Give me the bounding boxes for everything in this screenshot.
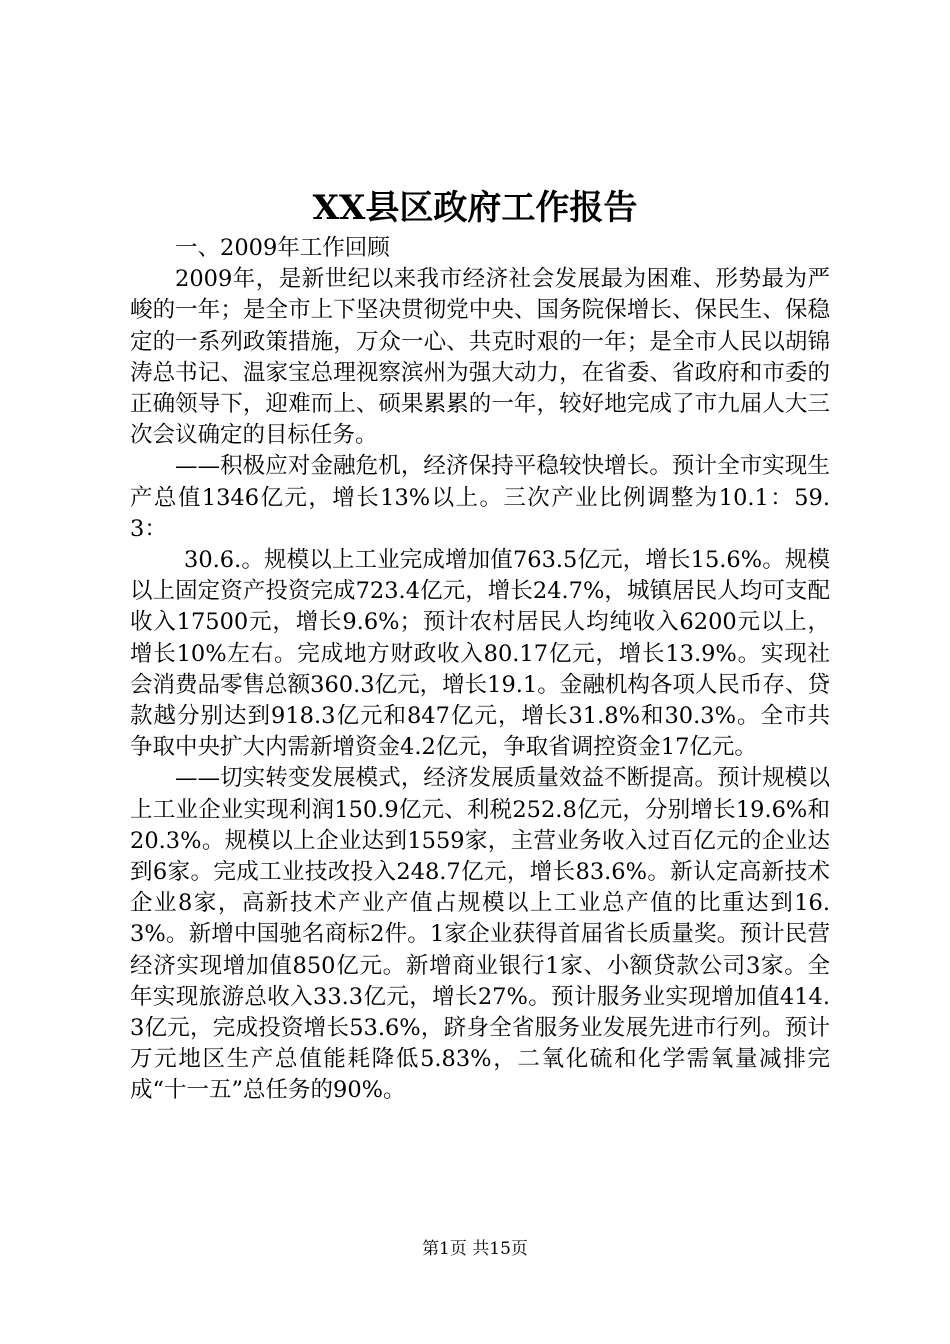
document-body [130, 233, 830, 1107]
paragraph-economic-figures: 30.6.。规模以上工业完成增加值763.5亿元，增长15.6%。规模以上固定资产投资完成723.4亿元，增长24.7%，城镇居民人均可支配收入17500元，增长9.6%；预计农村居民人均纯收入6200元以上，增长10%左右。完成地方财政收入80.17亿元，增长13.9%。实现社会消费品零售总额360.3亿元，增长19.1。金融机构各项人民币存、贷款越分别达到918.3亿元和847亿元，增长31.8%和30.3%。全市共争取中央扩大内需新增资金4.2亿元，争取省调控资金17亿元。 [130, 547, 830, 761]
page-number: 第1页 共15页 [422, 1239, 528, 1259]
section-heading: 一、2009年工作回顾 [175, 235, 390, 261]
paragraph-development-mode: ——切实转变发展模式，经济发展质量效益不断提高。预计规模以上工业企业实现利润150.9亿元、利税252.8亿元，分别增长19.6%和20.3%。规模以上企业达到1559家，主营业务收入过百亿元的企业达到6家。完成工业技改投入248.7亿元，增长83.6%。新认定高新技术企业8家，高新技术产业产值占规模以上工业总产值的比重达到16.3%。新增中国驰名商标2件。1家企业获得首届省长质量奖。预计民营经济实现增加值850亿元。新增商业银行1家、小额贷款公司3家。全年实现旅游总收入33.3亿元，增长27%。预计服务业实现增加值414.3亿元，完成投资增长53.6%，跻身全省服务业发展先进市行列。预计万元地区生产总值能耗降低5.83%，二氧化硫和化学需氧量减排完成“十一五”总任务的90%。 [130, 765, 830, 1104]
paragraph-economic-growth: ——积极应对金融危机，经济保持平稳较快增长。预计全市实现生产总值1346亿元，增长13%以上。三次产业比例调整为10.1：59.3： [130, 453, 830, 542]
paragraph-intro: 2009年，是新世纪以来我市经济社会发展最为困难、形势最为严峻的一年；是全市上下坚决贯彻党中央、国务院保增长、保民生、保稳定的一系列政策措施，万众一心、共克时艰的一年；是全市人民以胡锦涛总书记、温家宝总理视察滨州为强大动力，在省委、省政府和市委的正确领导下，迎难而上、硕果累累的一年，较好地完成了市九届人大三次会议确定的目标任务。 [130, 266, 830, 449]
document-title: XX县区政府工作报告 [312, 188, 638, 228]
